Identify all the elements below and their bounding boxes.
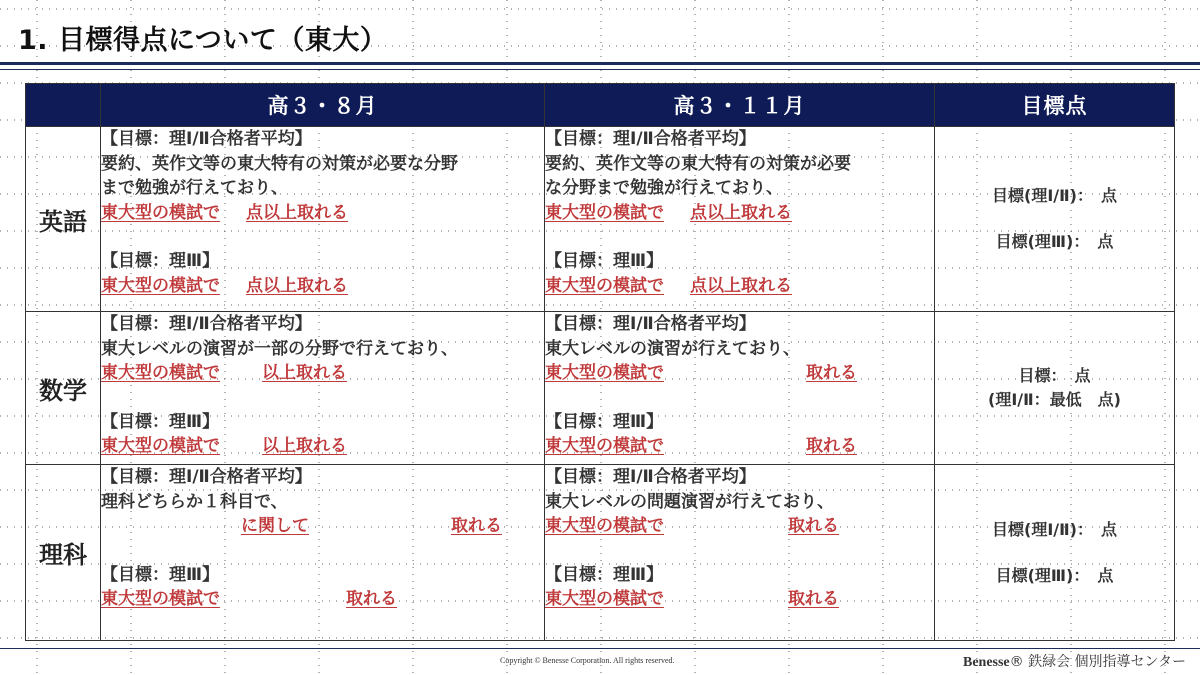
mock-exam-text: 東大型の模試で [101, 275, 220, 296]
description: 東大レベルの問題演習が行えており、 [545, 491, 834, 512]
target-line: (理Ⅰ/Ⅱ：最低 点) [988, 390, 1121, 409]
goal-label: 【目標：理Ⅲ】 [101, 251, 220, 271]
cell-english-nov [545, 127, 935, 312]
cell-math-nov [545, 312, 935, 465]
goal-label: 【目標：理Ⅲ】 [545, 411, 664, 432]
target-line: 目標： 点 [1018, 366, 1091, 385]
goal-label: 【目標：理Ⅰ/Ⅱ合格者平均】 [545, 129, 756, 149]
brand-subtitle: ® 鉄緑会 個別指導センター [1009, 654, 1186, 670]
brand-name: Benesse [962, 655, 1010, 670]
score-text: 以上取れる [262, 363, 347, 383]
goal-label: 【目標：理Ⅰ/Ⅱ合格者平均】 [101, 314, 312, 334]
target-score-table [25, 83, 1175, 641]
target-line: 目標(理Ⅰ/Ⅱ)： 点 [992, 519, 1117, 539]
score-text: 取れる [806, 363, 857, 383]
mock-exam-text: 東大型の模試で [545, 436, 664, 456]
target-english [935, 127, 1175, 312]
goal-label: 【目標：理Ⅲ】 [101, 564, 220, 585]
mock-exam-text: 東大型の模試で [101, 202, 220, 223]
score-text: 取れる [451, 516, 502, 536]
header-nov: 高３・１１月 [545, 84, 935, 127]
page-title: 1. 目標得点について（東大） [18, 25, 388, 56]
table-row-english [26, 127, 1175, 312]
score-text: 取れる [806, 436, 857, 456]
description: 要約、英作文等の東大特有の対策が必要な分野 [101, 153, 458, 174]
description: まで勉強が行えており、 [101, 178, 288, 198]
mock-exam-text: 東大型の模試で [545, 363, 664, 383]
target-line: 目標(理Ⅰ/Ⅱ)： 点 [992, 186, 1117, 205]
mock-exam-text: 東大型の模試で [545, 202, 664, 223]
score-text: 点以上取れる [246, 202, 348, 223]
description: な分野まで勉強が行えており、 [545, 178, 783, 198]
goal-label: 【目標：理Ⅲ】 [545, 564, 664, 585]
score-text: 取れる [788, 589, 839, 609]
score-text: 点以上取れる [690, 275, 792, 296]
score-text: 点以上取れる [690, 202, 792, 223]
description: 東大レベルの演習が行えており、 [545, 338, 800, 359]
brand-logo [963, 651, 1186, 671]
goal-label: 【目標：理Ⅰ/Ⅱ合格者平均】 [101, 129, 312, 149]
table-row-math [26, 312, 1175, 465]
title-rule-thick [0, 62, 1200, 65]
mock-exam-text: 東大型の模試で [101, 363, 220, 383]
goal-label: 【目標：理Ⅲ】 [101, 411, 220, 432]
goal-label: 【目標：理Ⅰ/Ⅱ合格者平均】 [545, 467, 756, 487]
target-science [935, 465, 1175, 641]
cell-english-aug [101, 127, 545, 312]
subject-science: 理科 [26, 465, 101, 641]
mock-exam-text: 東大型の模試で [545, 516, 664, 536]
target-line: 目標(理Ⅲ)： 点 [995, 232, 1114, 251]
score-text: 点以上取れる [246, 275, 348, 296]
mock-exam-text: 東大型の模試で [101, 436, 220, 456]
subject-english: 英語 [26, 127, 101, 312]
cell-science-aug [101, 465, 545, 641]
mock-exam-text: 東大型の模試で [545, 589, 664, 609]
cell-math-aug [101, 312, 545, 465]
header-aug: 高３・８月 [101, 84, 545, 127]
subject-math: 数学 [26, 312, 101, 465]
description: 東大レベルの演習が一部の分野で行えており、 [101, 338, 458, 359]
subject-text: に関して [241, 516, 309, 536]
description: 要約、英作文等の東大特有の対策が必要 [545, 153, 851, 174]
target-line: 目標(理Ⅲ)： 点 [995, 565, 1114, 585]
score-text: 取れる [346, 589, 397, 609]
score-text: 取れる [788, 516, 839, 536]
copyright-text: Copyright © Benesse Corporation. All rights reserved. [500, 656, 675, 665]
cell-science-nov [545, 465, 935, 641]
target-math [935, 312, 1175, 465]
goal-label: 【目標：理Ⅰ/Ⅱ合格者平均】 [545, 314, 756, 334]
description: 理科どちらか１科目で、 [101, 491, 288, 512]
goal-label: 【目標：理Ⅲ】 [545, 251, 664, 271]
table-row-science [26, 465, 1175, 641]
mock-exam-text: 東大型の模試で [545, 275, 664, 296]
mock-exam-text: 東大型の模試で [101, 589, 220, 609]
footer-rule [0, 648, 1200, 649]
score-text: 以上取れる [262, 436, 347, 456]
title-rule-thin [0, 69, 1200, 70]
goal-label: 【目標：理Ⅰ/Ⅱ合格者平均】 [101, 467, 312, 487]
header-blank [26, 84, 101, 127]
header-target: 目標点 [935, 84, 1175, 127]
table-header-row [26, 84, 1175, 127]
